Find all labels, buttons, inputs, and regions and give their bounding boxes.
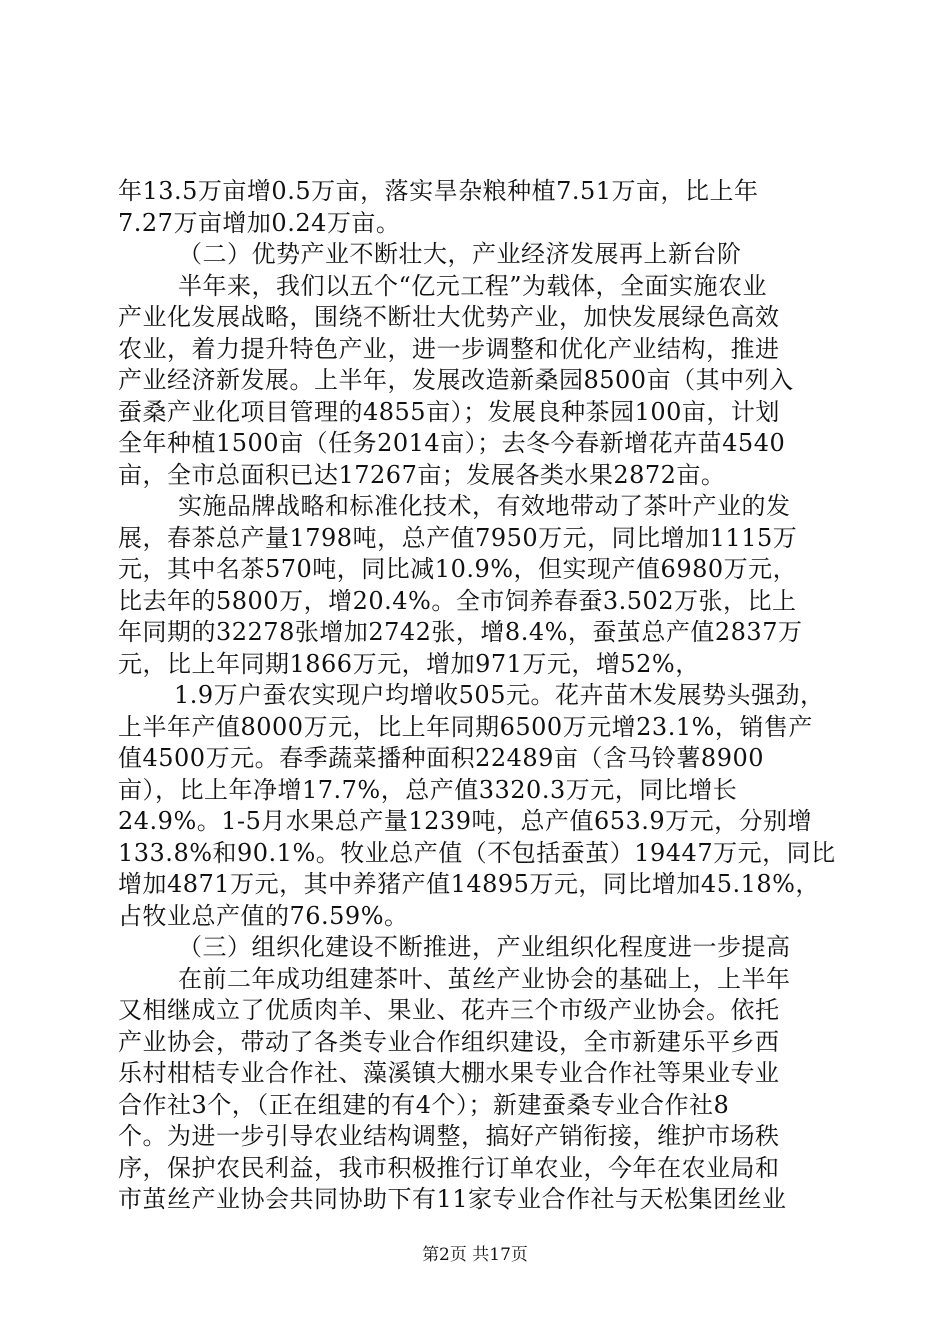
text-line: 产业经济新发展。上半年，发展改造新桑园8500亩（其中列入 (118, 366, 794, 394)
text-line: 序，保护农民利益，我市积极推行订单农业，今年在农业局和 (118, 1153, 780, 1182)
text-line: 半年来，我们以五个“亿元工程”为载体，全面实施农业 (178, 271, 768, 300)
text-line: （三）组织化建设不断推进，产业组织化程度进一步提高 (178, 933, 791, 961)
text-line: 乐村柑桔专业合作社、藻溪镇大棚水果专业合作社等果业专业 (118, 1059, 780, 1087)
text-line: 元，比上年同期1866万元，增加971万元，增52%， (118, 649, 700, 678)
text-line: 产业协会，带动了各类专业合作组织建设，全市新建乐平乡西 (118, 1027, 780, 1056)
text-line: 亩），比上年净增17.7%，总产值3320.3万元，同比增长 (118, 775, 738, 804)
text-line: 个。为进一步引导农业结构调整，搞好产销衔接，维护市场秩 (118, 1122, 780, 1150)
text-line: （二）优势产业不断壮大，产业经济发展再上新台阶 (178, 240, 742, 268)
text-line: 合作社3个，（正在组建的有4个）；新建蚕桑专业合作社8 (118, 1090, 730, 1119)
text-line: 亩，全市总面积已达17267亩；发展各类水果2872亩。 (118, 460, 726, 489)
text-line: 实施品牌战略和标准化技术，有效地带动了茶叶产业的发 (178, 492, 791, 520)
text-line: 年同期的32278张增加2742张，增8.4%，蚕茧总产值2837万 (118, 618, 803, 646)
text-line: 24.9%。1-5月水果总产量1239吨，总产值653.9万元，分别增 (118, 807, 813, 835)
text-line: 展，春茶总产量1798吨，总产值7950万元，同比增加1115万 (118, 523, 798, 552)
text-line: 又相继成立了优质肉羊、果业、花卉三个市级产业协会。依托 (118, 996, 780, 1024)
text-line: 7.27万亩增加0.24万亩。 (118, 208, 401, 237)
text-line: 增加4871万元，其中养猪产值14895万元，同比增加45.18%， (118, 870, 820, 898)
text-line: 全年种植1500亩（任务2014亩）；去冬今春新增花卉苗4540 (118, 429, 786, 457)
page-footer: 第2页 共17页 (422, 1245, 528, 1265)
text-line: 1.9万户蚕农实现户均增收505元。花卉苗木发展势头强劲， (174, 681, 825, 709)
text-line: 农业，着力提升特色产业，进一步调整和优化产业结构，推进 (118, 334, 780, 363)
text-line: 133.8%和90.1%。牧业总产值（不包括蚕茧）19447万元，同比 (118, 838, 836, 867)
text-line: 市茧丝产业协会共同协助下有11家专业合作社与天松集团丝业 (118, 1185, 787, 1213)
text-line: 年13.5万亩增0.5万亩，落实旱杂粮种植7.51万亩，比上年 (118, 177, 759, 205)
text-line: 产业化发展战略，围绕不断壮大优势产业，加快发展绿色高效 (118, 303, 780, 331)
text-line: 值4500万元。春季蔬菜播种面积22489亩（含马铃薯8900 (118, 744, 765, 772)
text-line: 比去年的5800万，增20.4%。全市饲养春蚕3.502万张，比上 (118, 586, 797, 615)
text-line: 占牧业总产值的76.59%。 (118, 901, 409, 930)
text-line: 蚕桑产业化项目管理的4855亩）；发展良种茶园100亩，计划 (118, 397, 780, 426)
text-line: 上半年产值8000万元，比上年同期6500万元增23.1%，销售产 (118, 712, 813, 741)
document-body (118, 176, 838, 1216)
text-line: 元，其中名茶570吨，同比减10.9%，但实现产值6980万元， (118, 555, 798, 583)
text-line: 在前二年成功组建茶叶、茧丝产业协会的基础上，上半年 (178, 964, 791, 993)
